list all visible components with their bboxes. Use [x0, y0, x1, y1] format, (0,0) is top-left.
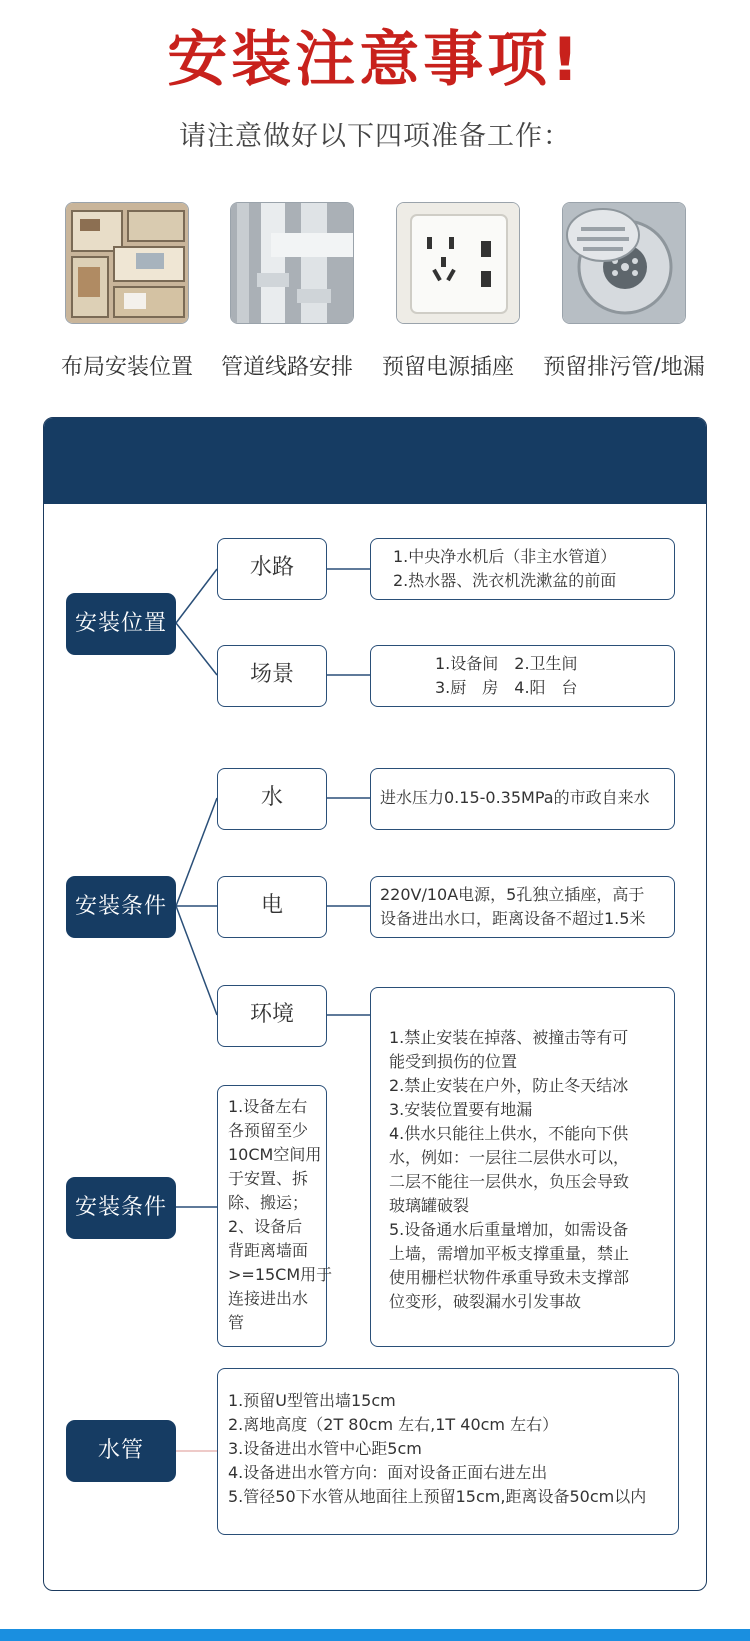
environment-line: 使用栅栏状物件承重导致未支撑部 — [389, 1268, 630, 1287]
prep-label-layout: 布局安装位置 — [60, 355, 193, 380]
environment-line: 2.禁止安装在户外，防止冬天结冰 — [389, 1076, 629, 1095]
spacing-line: 各预留至少 — [228, 1121, 309, 1140]
pipes-image — [230, 202, 354, 324]
bottom-accent-bar — [0, 1629, 750, 1641]
category-install-conditions: 安装条件 — [66, 876, 176, 938]
prep-label-pipes: 管道线路安排 — [220, 355, 353, 380]
prep-label-socket: 预留电源插座 — [381, 355, 514, 380]
sub-environment: 环境 — [217, 985, 327, 1047]
floor-plan-image — [65, 202, 189, 324]
category-install-conditions-spacing: 安装条件 — [66, 1177, 176, 1239]
spacing-line: 除、搬运； — [228, 1193, 309, 1212]
scene-line-2: 3.厨 房 4.阳 台 — [435, 678, 578, 697]
spacing-box — [217, 1085, 333, 1347]
environment-line: 上墙，需增加平板支撑重量，禁止 — [389, 1244, 630, 1263]
environment-line: 水，例如：一层往二层供水可以， — [389, 1148, 630, 1167]
sub-water: 水 — [217, 768, 327, 830]
power-box — [370, 876, 675, 938]
spacing-line: 1.设备左右 — [228, 1097, 308, 1116]
scene-box — [370, 645, 675, 707]
category-install-position: 安装位置 — [66, 593, 176, 655]
environment-box — [370, 987, 675, 1347]
panel-header — [44, 418, 706, 504]
water-pipe-box — [217, 1368, 679, 1535]
spacing-line: 背距离墙面 — [228, 1241, 309, 1260]
environment-line: 玻璃罐破裂 — [389, 1196, 470, 1215]
sub-scene: 场景 — [217, 645, 327, 707]
page-subtitle: 请注意做好以下四项准备工作： — [179, 121, 571, 152]
pipe-line: 1.预留U型管出墙15cm — [228, 1391, 396, 1410]
category-water-pipe: 水管 — [66, 1420, 176, 1482]
spacing-line: 于安置、拆 — [228, 1169, 309, 1188]
sub-power: 电 — [217, 876, 327, 938]
floor-drain-image — [562, 202, 686, 324]
water-route-box — [370, 538, 675, 600]
spacing-line: 连接进出水 — [228, 1289, 309, 1308]
sub-water-route: 水路 — [217, 538, 327, 600]
water-pressure-box — [370, 768, 675, 830]
environment-line: 二层不能往一层供水，负压会导致 — [389, 1172, 630, 1191]
environment-line: 1.禁止安装在掉落、被撞击等有可 — [389, 1028, 629, 1047]
water-route-line-2: 2.热水器、洗衣机洗漱盆的前面 — [393, 571, 617, 590]
environment-line: 位变形，破裂漏水引发事故 — [389, 1292, 582, 1311]
spacing-line: 管 — [228, 1313, 245, 1332]
power-line-1: 220V/10A电源，5孔独立插座，高于 — [380, 885, 645, 904]
pipe-line: 4.设备进出水管方向：面对设备正面右进左出 — [228, 1463, 548, 1482]
spacing-line: 2、设备后 — [228, 1217, 303, 1236]
environment-line: 3.安装位置要有地漏 — [389, 1100, 533, 1119]
scene-line-1: 1.设备间 2.卫生间 — [435, 654, 578, 673]
page-title: 安装注意事项! — [167, 25, 583, 95]
spacing-line: >=15CM用于 — [228, 1265, 333, 1284]
spacing-line: 10CM空间用 — [228, 1145, 322, 1164]
environment-line: 能受到损伤的位置 — [389, 1052, 518, 1071]
pipe-line: 5.管径50下水管从地面往上预留15cm,距离设备50cm以内 — [228, 1487, 647, 1506]
power-socket-image — [396, 202, 520, 324]
water-pressure-text: 进水压力0.15-0.35MPa的市政自来水 — [380, 788, 650, 807]
prep-label-drain: 预留排污管/地漏 — [543, 355, 705, 380]
environment-line: 5.设备通水后重量增加，如需设备 — [389, 1220, 629, 1239]
water-route-line-1: 1.中央净水机后（非主水管道） — [393, 547, 617, 566]
environment-line: 4.供水只能往上供水，不能向下供 — [389, 1124, 629, 1143]
pipe-line: 2.离地高度（2T 80cm 左右,1T 40cm 左右） — [228, 1415, 559, 1434]
power-line-2: 设备进出水口，距离设备不超过1.5米 — [380, 909, 646, 928]
pipe-line: 3.设备进出水管中心距5cm — [228, 1439, 422, 1458]
